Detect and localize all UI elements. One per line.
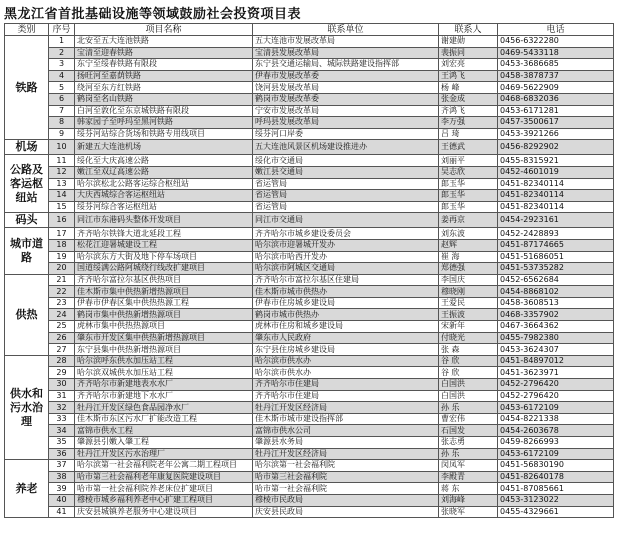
phone-cell: 0452-4601019 [498, 166, 614, 178]
project-name-cell: 佳木斯市东区污水厂扩能改造工程 [75, 413, 253, 425]
contact-person-cell: 王鸿飞 [439, 70, 498, 82]
contact-unit-cell: 佳木斯市城市建设指挥部 [253, 413, 439, 425]
contact-unit-cell: 伊春市住房城乡建设局 [253, 297, 439, 309]
contact-unit-cell: 哈尔滨第一社会福利院 [253, 460, 439, 472]
project-name-cell: 松花江迎暑城建设工程 [75, 239, 253, 251]
row-index-cell: 10 [49, 140, 75, 155]
row-index-cell: 24 [49, 309, 75, 321]
contact-unit-cell: 肇东市人民政府 [253, 332, 439, 344]
table-row [5, 36, 614, 48]
row-index-cell: 7 [49, 105, 75, 117]
phone-cell: 0469-5433118 [498, 47, 614, 59]
project-name-cell: 大庆西城综合客运枢纽站 [75, 190, 253, 202]
project-name-cell: 肇东市开发区集中供热新增热源项目 [75, 332, 253, 344]
contact-person-cell: 白国洪 [439, 379, 498, 391]
phone-cell: 0451-84897012 [498, 355, 614, 367]
project-name-cell: 齐齐哈尔富拉尔基区供热项目 [75, 274, 253, 286]
contact-person-cell: 王德武 [439, 140, 498, 155]
project-name-cell: 哈尔滨第一社会福利院老年公寓二期工程项目 [75, 460, 253, 472]
project-name-cell: 北安至五大连池铁路 [75, 36, 253, 48]
table-row [5, 117, 614, 129]
contact-unit-cell: 齐齐哈尔市富拉尔基区住建局 [253, 274, 439, 286]
projects-table [4, 23, 614, 518]
contact-unit-cell: 东宁县交通运输局、城际铁路建设指挥部 [253, 59, 439, 71]
header-row [5, 24, 614, 36]
contact-person-cell: 郎玉华 [439, 201, 498, 213]
contact-person-cell: 杨 峰 [439, 82, 498, 94]
table-row [5, 274, 614, 286]
table-row [5, 437, 614, 449]
contact-person-cell: 刘东波 [439, 228, 498, 240]
contact-unit-cell: 宁安市发展改革局 [253, 105, 439, 117]
phone-cell: 0452-2796420 [498, 390, 614, 402]
project-name-cell: 哈尔滨东方大街及地下停车场项目 [75, 251, 253, 263]
contact-unit-cell: 哈市第三社会福利院 [253, 471, 439, 483]
table-row [5, 379, 614, 391]
phone-cell: 0452-2428893 [498, 228, 614, 240]
category-cell: 养老 [5, 460, 49, 518]
project-name-cell: 肇源县引嫩入肇工程 [75, 437, 253, 449]
phone-cell: 0469-5622909 [498, 82, 614, 94]
table-row [5, 367, 614, 379]
header-phone: 电话 [498, 24, 614, 36]
table-row [5, 201, 614, 213]
table-row [5, 286, 614, 298]
project-name-cell: 佳木斯市集中供热新增热源项目 [75, 286, 253, 298]
header-project-name: 项目名称 [75, 24, 253, 36]
contact-person-cell: 宋新年 [439, 321, 498, 333]
phone-cell: 0451-51686051 [498, 251, 614, 263]
table-row [5, 59, 614, 71]
row-index-cell: 8 [49, 117, 75, 129]
contact-person-cell: 孙 乐 [439, 402, 498, 414]
category-cell: 码头 [5, 213, 49, 228]
table-row [5, 402, 614, 414]
row-index-cell: 39 [49, 483, 75, 495]
contact-unit-cell: 齐齐哈尔市住建局 [253, 379, 439, 391]
header-category: 类别 [5, 24, 49, 36]
phone-cell: 0453-3123022 [498, 494, 614, 506]
phone-cell: 0453-6172109 [498, 402, 614, 414]
project-name-cell: 同江市东港码头整体开发项目 [75, 213, 253, 228]
contact-unit-cell: 哈市第一社会福利院 [253, 483, 439, 495]
table-row [5, 155, 614, 167]
contact-person-cell: 崔 海 [439, 251, 498, 263]
contact-unit-cell: 省运管局 [253, 190, 439, 202]
contact-person-cell: 刘宏亮 [439, 59, 498, 71]
table-row [5, 355, 614, 367]
row-index-cell: 15 [49, 201, 75, 213]
contact-unit-cell: 牡丹江开发区经济局 [253, 448, 439, 460]
contact-unit-cell: 肇源县水务局 [253, 437, 439, 449]
project-name-cell: 绕河至东方红铁路 [75, 82, 253, 94]
table-row [5, 251, 614, 263]
category-cell: 城市道路 [5, 228, 49, 274]
contact-unit-cell: 庆安县民政局 [253, 506, 439, 518]
contact-person-cell: 郑德强 [439, 263, 498, 275]
row-index-cell: 35 [49, 437, 75, 449]
table-row [5, 425, 614, 437]
project-name-cell: 绥芬河站综合货场和铁路专用线项目 [75, 128, 253, 140]
project-name-cell: 绥化至大庆高速公路 [75, 155, 253, 167]
row-index-cell: 29 [49, 367, 75, 379]
row-index-cell: 11 [49, 155, 75, 167]
contact-person-cell: 郎玉华 [439, 190, 498, 202]
project-name-cell: 哈市第一社会福利院养老床位扩建项目 [75, 483, 253, 495]
table-row [5, 239, 614, 251]
project-name-cell: 绥芬河综合客运枢纽站 [75, 201, 253, 213]
contact-unit-cell: 哈尔滨市供水办 [253, 367, 439, 379]
contact-person-cell: 穆晓刚 [439, 286, 498, 298]
contact-person-cell: 姜再京 [439, 213, 498, 228]
row-index-cell: 16 [49, 213, 75, 228]
table-row [5, 128, 614, 140]
contact-unit-cell: 哈尔滨市迎暑城开发办 [253, 239, 439, 251]
header-index: 序号 [49, 24, 75, 36]
contact-unit-cell: 宝清县发展改革局 [253, 47, 439, 59]
category-cell: 铁路 [5, 36, 49, 140]
contact-person-cell: 张 森 [439, 344, 498, 356]
table-row [5, 494, 614, 506]
row-index-cell: 3 [49, 59, 75, 71]
contact-person-cell: 谷 欣 [439, 367, 498, 379]
table-row [5, 213, 614, 228]
project-name-cell: 哈尔滨双城供水加压站工程 [75, 367, 253, 379]
project-name-cell: 东宁县集中供热新增热源项目 [75, 344, 253, 356]
contact-unit-cell: 富锦市供水公司 [253, 425, 439, 437]
project-name-cell: 宝清至迎春铁路 [75, 47, 253, 59]
contact-unit-cell: 哈尔滨市阿城区交通局 [253, 263, 439, 275]
contact-unit-cell: 虎林市住房和城乡建设局 [253, 321, 439, 333]
document-title: 黑龙江省首批基础设施等领域鼓励社会投资项目表 [4, 7, 302, 22]
table-row [5, 166, 614, 178]
contact-person-cell: 曹宏伟 [439, 413, 498, 425]
row-index-cell: 12 [49, 166, 75, 178]
contact-unit-cell: 东宁县住房城乡建设局 [253, 344, 439, 356]
contact-person-cell: 谢建勋 [439, 36, 498, 48]
project-name-cell: 白河至敦化至东京城铁路有限段 [75, 105, 253, 117]
row-index-cell: 9 [49, 128, 75, 140]
phone-cell: 0453-3921266 [498, 128, 614, 140]
contact-unit-cell: 齐齐哈尔市城乡建设委员会 [253, 228, 439, 240]
contact-person-cell: 蒋 东 [439, 483, 498, 495]
row-index-cell: 41 [49, 506, 75, 518]
row-index-cell: 36 [49, 448, 75, 460]
phone-cell: 0456-6322280 [498, 36, 614, 48]
phone-cell: 0458-3608513 [498, 297, 614, 309]
phone-cell: 0454-8221338 [498, 413, 614, 425]
table-row [5, 332, 614, 344]
contact-person-cell: 李国庆 [439, 274, 498, 286]
contact-person-cell: 谷 欣 [439, 355, 498, 367]
contact-unit-cell: 牡丹江开发区经济局 [253, 402, 439, 414]
contact-person-cell: 孙 乐 [439, 448, 498, 460]
row-index-cell: 28 [49, 355, 75, 367]
row-index-cell: 34 [49, 425, 75, 437]
contact-person-cell: 裴振同 [439, 47, 498, 59]
project-name-cell: 齐齐哈尔市新建地下水水厂 [75, 390, 253, 402]
table-row [5, 228, 614, 240]
row-index-cell: 23 [49, 297, 75, 309]
table-row [5, 70, 614, 82]
contact-person-cell: 吕 琦 [439, 128, 498, 140]
table-row [5, 263, 614, 275]
contact-person-cell: 李万强 [439, 117, 498, 129]
row-index-cell: 1 [49, 36, 75, 48]
row-index-cell: 14 [49, 190, 75, 202]
phone-cell: 0455-7982380 [498, 332, 614, 344]
contact-unit-cell: 哈尔滨市供水办 [253, 355, 439, 367]
phone-cell: 0451-3623971 [498, 367, 614, 379]
phone-cell: 0467-3664362 [498, 321, 614, 333]
row-index-cell: 27 [49, 344, 75, 356]
table-row [5, 460, 614, 472]
project-name-cell: 牡丹江开发区污水治理厂 [75, 448, 253, 460]
table-row [5, 344, 614, 356]
phone-cell: 0454-2923161 [498, 213, 614, 228]
contact-unit-cell: 鹤岗市城市供热办 [253, 309, 439, 321]
project-name-cell: 鹤岗至名山铁路 [75, 93, 253, 105]
phone-cell: 0456-8292902 [498, 140, 614, 155]
category-cell: 供热 [5, 274, 49, 355]
table-body [5, 36, 614, 518]
row-index-cell: 40 [49, 494, 75, 506]
project-name-cell: 国道绥满公路阿城绕行线改扩建项目 [75, 263, 253, 275]
row-index-cell: 25 [49, 321, 75, 333]
project-name-cell: 新建五大连池机场 [75, 140, 253, 155]
contact-person-cell: 李殿青 [439, 471, 498, 483]
contact-person-cell: 刘海峰 [439, 494, 498, 506]
contact-unit-cell: 五大连池风景区机场建设推进办 [253, 140, 439, 155]
row-index-cell: 21 [49, 274, 75, 286]
contact-person-cell: 齐鸿飞 [439, 105, 498, 117]
phone-cell: 0451-87174665 [498, 239, 614, 251]
row-index-cell: 22 [49, 286, 75, 298]
header-contact-person: 联系人 [439, 24, 498, 36]
table-row [5, 140, 614, 155]
phone-cell: 0459-8266993 [498, 437, 614, 449]
table-row [5, 178, 614, 190]
phone-cell: 0451-56830190 [498, 460, 614, 472]
table-row [5, 321, 614, 333]
table-row [5, 471, 614, 483]
contact-person-cell: 刘丽平 [439, 155, 498, 167]
category-cell: 公路及客运枢纽站 [5, 155, 49, 213]
contact-person-cell: 张晓军 [439, 506, 498, 518]
contact-unit-cell: 呼玛县发展改革局 [253, 117, 439, 129]
project-name-cell: 鹤岗市集中供热新增热源项目 [75, 309, 253, 321]
phone-cell: 0453-3624307 [498, 344, 614, 356]
project-name-cell: 哈尔滨松北公路客运综合枢纽站 [75, 178, 253, 190]
row-index-cell: 13 [49, 178, 75, 190]
contact-unit-cell: 同江市交通局 [253, 213, 439, 228]
project-name-cell: 齐齐哈尔铁锋大道北延段工程 [75, 228, 253, 240]
row-index-cell: 2 [49, 47, 75, 59]
project-name-cell: 东宁至绥春铁路有限段 [75, 59, 253, 71]
table-row [5, 47, 614, 59]
contact-person-cell: 付晓光 [439, 332, 498, 344]
phone-cell: 0468-6832036 [498, 93, 614, 105]
row-index-cell: 26 [49, 332, 75, 344]
category-cell: 机场 [5, 140, 49, 155]
phone-cell: 0453-3686685 [498, 59, 614, 71]
table-row [5, 297, 614, 309]
contact-unit-cell: 省运管局 [253, 178, 439, 190]
row-index-cell: 30 [49, 379, 75, 391]
contact-person-cell: 王振波 [439, 309, 498, 321]
row-index-cell: 33 [49, 413, 75, 425]
phone-cell: 0452-2796420 [498, 379, 614, 391]
contact-unit-cell: 哈尔滨市哈西开发办 [253, 251, 439, 263]
table-row [5, 190, 614, 202]
project-name-cell: 齐齐哈尔市新建地表水水厂 [75, 379, 253, 391]
row-index-cell: 4 [49, 70, 75, 82]
contact-unit-cell: 省运管局 [253, 201, 439, 213]
phone-cell: 0451-87085661 [498, 483, 614, 495]
contact-unit-cell: 绥芬河口岸委 [253, 128, 439, 140]
project-name-cell: 哈尔滨呼东供水加压站工程 [75, 355, 253, 367]
phone-cell: 0451-53735282 [498, 263, 614, 275]
row-index-cell: 17 [49, 228, 75, 240]
contact-unit-cell: 伊春市发展改革委 [253, 70, 439, 82]
project-name-cell: 伊春市伊春区集中供热热源工程 [75, 297, 253, 309]
row-index-cell: 6 [49, 93, 75, 105]
row-index-cell: 5 [49, 82, 75, 94]
contact-unit-cell: 佳木斯市城市供热办 [253, 286, 439, 298]
contact-unit-cell: 鹤岗市发展改革委 [253, 93, 439, 105]
contact-unit-cell: 齐齐哈尔市住建局 [253, 390, 439, 402]
contact-person-cell: 王爱民 [439, 297, 498, 309]
contact-unit-cell: 嫩江县交通局 [253, 166, 439, 178]
phone-cell: 0457-3500617 [498, 117, 614, 129]
phone-cell: 0451-82340114 [498, 201, 614, 213]
contact-person-cell: 吴志欣 [439, 166, 498, 178]
row-index-cell: 38 [49, 471, 75, 483]
contact-unit-cell: 饶河县发展改革局 [253, 82, 439, 94]
contact-person-cell: 张志勇 [439, 437, 498, 449]
contact-person-cell: 郎玉华 [439, 178, 498, 190]
contact-person-cell: 白国洪 [439, 390, 498, 402]
table-row [5, 105, 614, 117]
row-index-cell: 31 [49, 390, 75, 402]
contact-person-cell: 张金成 [439, 93, 498, 105]
contact-person-cell: 闵凤军 [439, 460, 498, 472]
contact-unit-cell: 绥化市交通局 [253, 155, 439, 167]
phone-cell: 0454-2603678 [498, 425, 614, 437]
row-index-cell: 20 [49, 263, 75, 275]
table-row [5, 390, 614, 402]
table-row [5, 309, 614, 321]
project-name-cell: 穆棱市城乡福利养老中心扩建工程项目 [75, 494, 253, 506]
row-index-cell: 19 [49, 251, 75, 263]
phone-cell: 0455-8315921 [498, 155, 614, 167]
table-row [5, 82, 614, 94]
row-index-cell: 32 [49, 402, 75, 414]
phone-cell: 0458-3878737 [498, 70, 614, 82]
project-name-cell: 韩家园子至呼玛至黑河铁路 [75, 117, 253, 129]
contact-unit-cell: 穆棱市民政局 [253, 494, 439, 506]
phone-cell: 0451-82640178 [498, 471, 614, 483]
project-name-cell: 嫩江至双辽高速公路 [75, 166, 253, 178]
project-name-cell: 牡丹江开发区绿色食品园净水厂 [75, 402, 253, 414]
contact-person-cell: 赵辉 [439, 239, 498, 251]
project-name-cell: 虎林市集中供热热源项目 [75, 321, 253, 333]
phone-cell: 0451-82340114 [498, 178, 614, 190]
phone-cell: 0451-82340114 [498, 190, 614, 202]
category-cell: 供水和污水治理 [5, 355, 49, 459]
phone-cell: 0453-6172109 [498, 448, 614, 460]
table-row [5, 413, 614, 425]
phone-cell: 0454-8868102 [498, 286, 614, 298]
header-contact-unit: 联系单位 [253, 24, 439, 36]
row-index-cell: 18 [49, 239, 75, 251]
project-name-cell: 哈市第三社会福利老年康复医院建设项目 [75, 471, 253, 483]
phone-cell: 0455-4329661 [498, 506, 614, 518]
phone-cell: 0452-6562684 [498, 274, 614, 286]
table-row [5, 506, 614, 518]
project-name-cell: 庆安县城镇养老服务中心建设项目 [75, 506, 253, 518]
table-row [5, 448, 614, 460]
contact-unit-cell: 五大连池市发展改革局 [253, 36, 439, 48]
project-name-cell: 扬旺河至嘉荫铁路 [75, 70, 253, 82]
phone-cell: 0468-3357902 [498, 309, 614, 321]
project-name-cell: 富锦市供水工程 [75, 425, 253, 437]
row-index-cell: 37 [49, 460, 75, 472]
table-row [5, 93, 614, 105]
contact-person-cell: 石国发 [439, 425, 498, 437]
phone-cell: 0453-6171281 [498, 105, 614, 117]
table-row [5, 483, 614, 495]
